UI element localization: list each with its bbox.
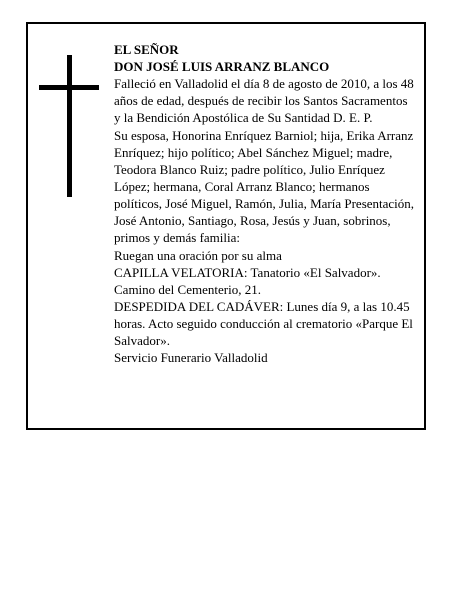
notice-text	[114, 41, 417, 366]
family-paragraph: Su esposa, Honorina Enríquez Barniol; hija, Erika Arranz Enríquez; hijo político; Abel Sánchez Miguel; madre, Teodora Blanco Ruiz; padre político, Julio Enríquez López; hermana, Coral Arranz Blanco; hermanos políticos, José Miguel, Ramón, Julia, María Presentación, José Antonio, Santiago, Rosa, Jesús y Juan, sobrinos, primos y demás familia:	[114, 128, 415, 245]
obituary-notice	[26, 22, 426, 430]
cross-horizontal-bar	[39, 85, 99, 90]
notice-title-line-1: EL SEÑOR	[114, 42, 179, 57]
burial-paragraph: DESPEDIDA DEL CADÁVER: Lunes día 9, a las 10.45 horas. Acto seguido conducción al crematorio «Parque El Salvador».	[114, 299, 413, 348]
cross-vertical-bar	[67, 55, 72, 197]
chapel-paragraph: CAPILLA VELATORIA: Tanatorio «El Salvador». Camino del Cementerio, 21.	[114, 265, 381, 297]
cross-icon	[39, 55, 99, 197]
death-paragraph: Falleció en Valladolid el día 8 de agosto de 2010, a los 48 años de edad, después de recibir los Santos Sacramentos y la Bendición Apostólica de Su Santidad D. E. P.	[114, 76, 414, 125]
notice-title-line-2: DON JOSÉ LUIS ARRANZ BLANCO	[114, 59, 330, 74]
prayer-line: Ruegan una oración por su alma	[114, 248, 282, 263]
service-line: Servicio Funerario Valladolid	[114, 350, 268, 365]
